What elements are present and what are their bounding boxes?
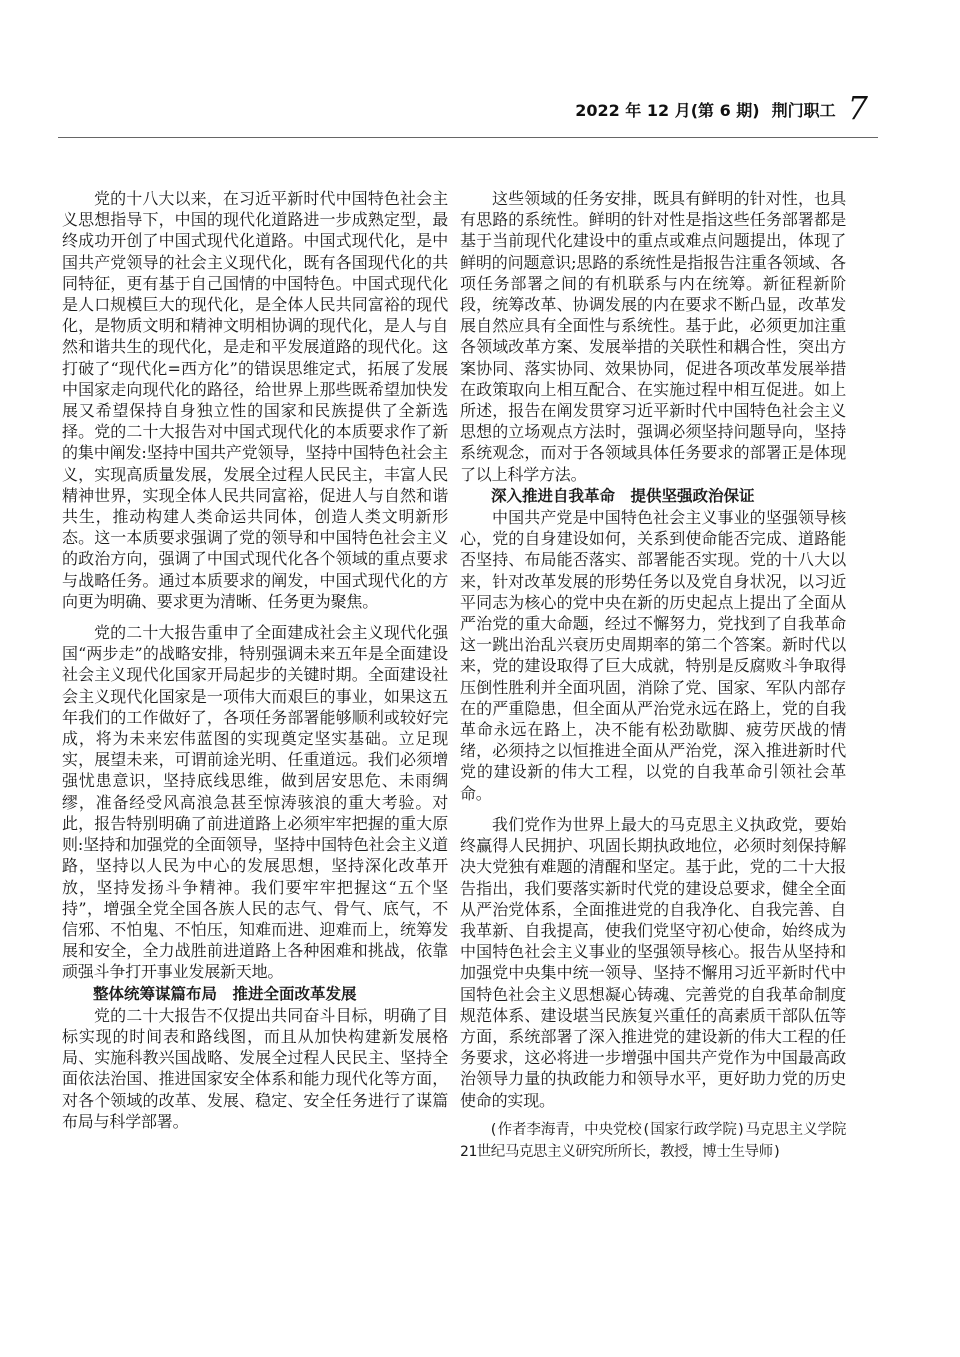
paragraph: 我们党作为世界上最大的马克思主义执政党，要始终赢得人民拥护、巩固长期执政地位，必须时刻保持解决大党独有难题的清醒和坚定。基于此，党的二十大报告指出，我们要落实新时代党的建设总要求，健全全面从严治党体系，全面推进党的自我净化、自我完善、自我革新、自我提高，使我们党坚守初心使命，始终成为中国特色社会主义事业的坚强领导核心。报告从坚持和加强党中央集中统一领导、坚持不懈用习近平新时代中国特色社会主义思想凝心铸魂、完善党的自我革命制度规范体系、建设堪当民族复兴重任的高素质干部队伍等方面，系统部署了深入推进党的建设新的伟大工程的任务要求，这必将进一步增强中国共产党作为中国最高政治领导力量的执政能力和领导水平，更好助力党的历史使命的实现。 [460,814,846,1110]
paragraph: 中国共产党是中国特色社会主义事业的坚强领导核心，党的自身建设如何，关系到使命能否完成、道路能否坚持、布局能否落实、部署能否实现。党的十八大以来，针对改革发展的形势任务以及党自身状况，以习近平同志为核心的党中央在新的历史起点上提出了全面从严治党的重大命题，经过不懈努力，党找到了自我革命这一跳出治乱兴衰历史周期率的第二个答案。新时代以来，党的建设取得了巨大成就，特别是反腐败斗争取得压倒性胜利并全面巩固，消除了党、国家、军队内部存在的严重隐患，但全面从严治党永远在路上，党的自我革命永远在路上，决不能有松劲歇脚、疲劳厌战的情绪，必须持之以恒推进全面从严治党，深入推进新时代党的建设新的伟大工程，以党的自我革命引领社会革命。 [460,508,846,803]
page-number: 7 [847,89,868,127]
author-note: (作者李海青，中央党校(国家行政学院)马克思主义学院21世纪马克思主义研究所所长，教授，博士生导师) [460,1121,846,1160]
paragraph: 党的十八大以来，在习近平新时代中国特色社会主义思想指导下，中国的现代化道路进一步成熟定型，最终成功开创了中国式现代化道路。中国式现代化，是中国共产党领导的社会主义现代化，既有各国现代化的共同特征，更有基于自己国情的中国特色。中国式现代化是人口规模巨大的现代化，是全体人民共同富裕的现代化，是物质文明和精神文明相协调的现代化，是人与自然和谐共生的现代化，是走和平发展道路的现代化。这打破了“现代化=西方化”的错误思维定式，拓展了发展中国家走向现代化的路径，给世界上那些既希望加快发展又希望保持自身独立性的国家和民族提供了全新选择。党的二十大报告对中国式现代化的本质要求作了新的集中阐发:坚持中国共产党领导，坚持中国特色社会主义，实现高质量发展，发展全过程人民民主，丰富人民精神世界，实现全体人民共同富裕，促进人与自然和谐共生，推动构建人类命运共同体，创造人类文明新形态。这一本质要求强调了党的领导和中国特色社会主义的政治方向，强调了中国式现代化各个领域的重点要求与战略任务。通过本质要求的阐发，中国式现代化的方向更为明确、要求更为清晰、任务更为聚焦。 [62,189,448,611]
left-column [62,188,448,1132]
paragraph: 党的二十大报告不仅提出共同奋斗目标，明确了目标实现的时间表和路线图，而且从加快构建新发展格局、实施科教兴国战略、发展全过程人民民主、坚持全面依法治国、推进国家安全体系和能力现代化等方面，对各个领域的改革、发展、稳定、安全任务进行了谋篇布局与科学部署。 [62,1005,448,1131]
header-rule [58,137,878,138]
publication-name: 荆门职工 [771,101,836,120]
section-heading: 深入推进自我革命 提供坚强政治保证 [491,486,755,505]
paragraph-gap [62,612,448,622]
paragraph: 党的二十大报告重申了全面建成社会主义现代化强国“两步走”的战略安排，特别强调未来五年是全面建设社会主义现代化国家开局起步的关键时期。全面建设社会主义现代化国家是一项伟大而艰巨的事业，如果这五年我们的工作做好了，各项任务部署能够顺利或较好完成，将为未来宏伟蓝图的实现奠定坚实基础。立足现实，展望未来，可谓前途光明、任重道远。我们必须增强忧患意识，坚持底线思维，做到居安思危、未雨绸缪，准备经受风高浪急甚至惊涛骇浪的重大考验。对此，报告特别明确了前进道路上必须牢牢把握的重大原则:坚持和加强党的全面领导，坚持中国特色社会主义道路，坚持以人民为中心的发展思想，坚持深化改革开放，坚持发扬斗争精神。我们要牢牢把握这“五个坚持”，增强全党全国各族人民的志气、骨气、底气，不信邪、不怕鬼、不怕压，知难而进、迎难而上，统筹发展和安全，全力战胜前进道路上各种困难和挑战，依靠顽强斗争打开事业发展新天地。 [62,623,448,982]
paragraph-gap [460,804,846,814]
section-heading: 整体统筹谋篇布局 推进全面改革发展 [93,984,357,1003]
issue-date: 2022 年 12 月(第 6 期) [575,101,760,120]
right-column [460,188,846,1163]
paragraph: 这些领域的任务安排，既具有鲜明的针对性，也具有思路的系统性。鲜明的针对性是指这些任务部署都是基于当前现代化建设中的重点或难点问题提出，体现了鲜明的问题意识;思路的系统性是指报告注重各领域、各项任务部署之间的有机联系与内在统筹。新征程新阶段，统筹改革、协调发展的内在要求不断凸显，改革发展自然应具有全面性与系统性。基于此，必须更加注重各领域改革方案、发展举措的关联性和耦合性，突出方案协同、落实协同、效果协同，促进各项改革发展举措在政策取向上相互配合、在实施过程中相互促进。如上所述，报告在阐发贯穿习近平新时代中国特色社会主义思想的立场观点方法时，强调必须坚持问题导向，坚持系统观念，而对于各领域具体任务要求的部署正是体现了以上科学方法。 [460,189,846,484]
page-header [575,89,868,127]
